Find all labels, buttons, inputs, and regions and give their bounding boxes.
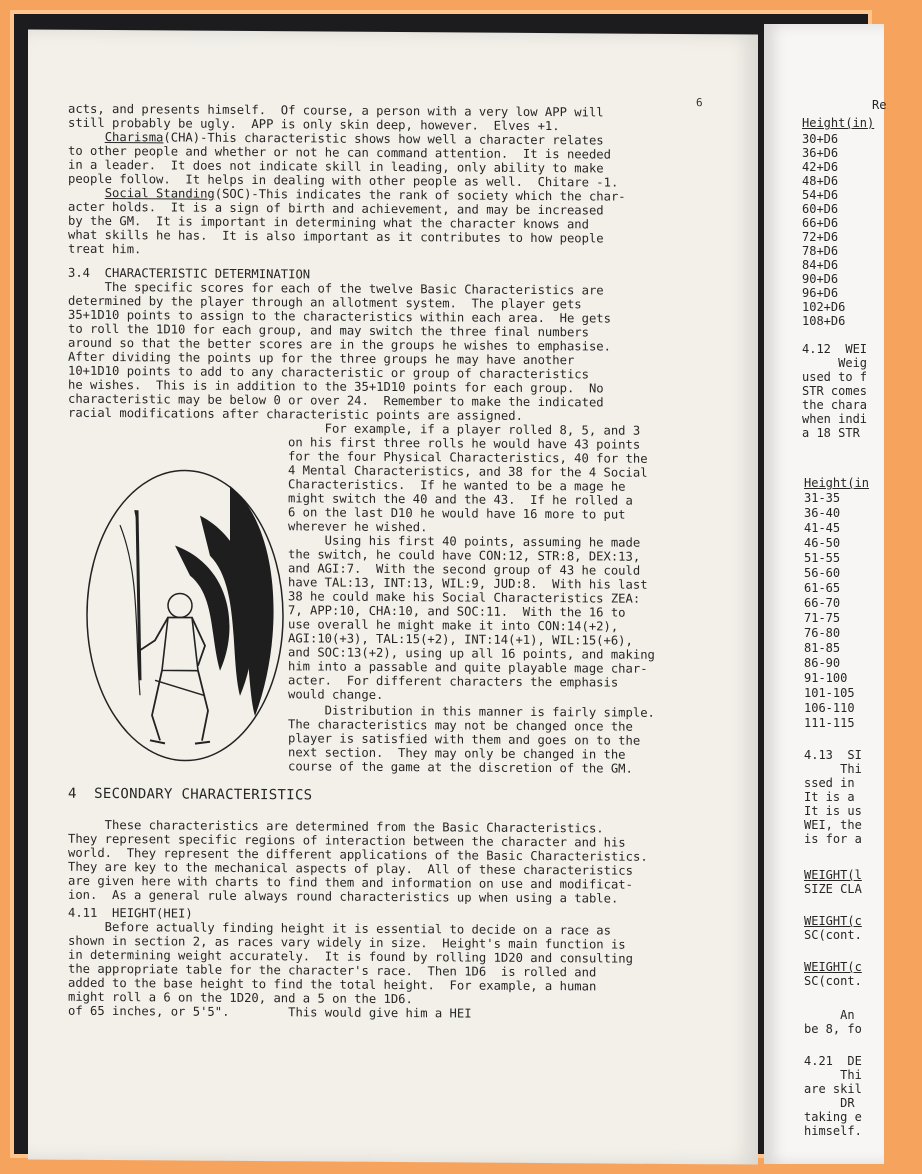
body-line: around so that the better scores are in the groups he wishes to emphasise.: [68, 335, 611, 354]
table-cell: 86-90: [804, 656, 841, 670]
charisma-term: Charisma: [104, 129, 164, 145]
table-cell: 61-65: [804, 581, 841, 595]
right-book-page: [764, 24, 887, 1164]
de-line: himself.: [804, 1124, 862, 1138]
table-cell: 46-50: [804, 536, 841, 550]
left-book-page: [28, 29, 758, 1164]
table-cell: 91-100: [804, 671, 848, 685]
table-cell: 90+D6: [802, 272, 839, 286]
wrap-line: use overall he might make it into CON:14(+2),: [288, 617, 619, 634]
de-line: DR: [804, 1096, 855, 1110]
wrap-line: and SOC:13(+2), using up all 16 points, and making: [288, 645, 655, 662]
table-cell: 101-105: [804, 686, 855, 700]
si-line: It is a: [804, 790, 855, 804]
body-line: After dividing the points up for the three groups he may have another: [68, 349, 575, 368]
body-line: They represent specific regions of interaction between the character and his: [68, 831, 626, 850]
weight-row-b: SC(cont.: [804, 928, 862, 942]
table-cell: 111-115: [804, 716, 855, 730]
wrap-line: on his first three rolls he would have 43 points: [288, 435, 641, 452]
table-cell: 106-110: [804, 701, 855, 715]
table-cell: 30+D6: [802, 132, 839, 146]
table-cell: 66-70: [804, 596, 841, 610]
body-line: These characteristics are determined from the Basic Characteristics.: [68, 817, 604, 836]
table-cell: 60+D6: [802, 202, 839, 216]
si-line: is for a: [804, 832, 862, 846]
table-cell: 96+D6: [802, 286, 839, 300]
page-number: 6: [696, 96, 703, 110]
sash: [155, 680, 205, 695]
samurai-feet: [150, 740, 210, 743]
table-cell: 42+D6: [802, 160, 839, 174]
table-cell: 76-80: [804, 626, 841, 640]
weight-row-a: WEIGHT(c: [804, 960, 862, 974]
wrap-line: for the four Physical Characteristics, 40 for the: [288, 449, 648, 466]
section-3-4-heading: 3.4 CHARACTERISTIC DETERMINATION: [68, 265, 311, 282]
wrap-line: the switch, he could have CON:12, STR:8, DEX:13,: [288, 547, 641, 564]
table-header-cut: Re: [872, 98, 887, 112]
wei-line: a 18 STR: [802, 426, 860, 440]
body-line: characteristic may be below 0 or over 24. Remember to make the indicated: [68, 391, 604, 410]
table-cell: 51-55: [804, 551, 841, 565]
table-cell: 81-85: [804, 641, 841, 655]
left-page-text: [68, 90, 708, 1021]
body-line: 10+1D10 points to add to any characteristic or group of characteristics: [68, 363, 589, 382]
table-cell: 84+D6: [802, 258, 839, 272]
si-line: ssed in: [804, 776, 855, 790]
table-cell: 54+D6: [802, 188, 839, 202]
body-line: Before actually finding height it is essential to decide on a race as: [68, 919, 611, 938]
wrap-line: course of the game at the discretion of the GM.: [288, 759, 633, 776]
body-line: of 65 inches, or 5'5". This would give him a HEI: [68, 1003, 472, 1021]
table-cell: 71-75: [804, 611, 841, 625]
social-desc: (SOC)-This indicates the rank of society which the char-: [214, 186, 626, 204]
charisma-desc: (CHA)-This characteristic shows how well a character relates: [163, 130, 604, 148]
table-cell: 48+D6: [802, 174, 839, 188]
wei-line: Weig: [802, 356, 868, 370]
table-header: Height(in): [802, 116, 875, 130]
wrap-line: Using his first 40 points, assuming he made: [288, 533, 641, 550]
table-cell: 31-35: [804, 491, 841, 505]
intro-line: treat him.: [68, 241, 142, 257]
table-cell: 56-60: [804, 566, 841, 580]
body-line: to roll the 1D10 for each group, and may switch the three final numbers: [68, 321, 589, 340]
body-line: They are key to the mechanical aspects of play. All of these characteristics: [68, 859, 633, 878]
samurai-head: [168, 593, 192, 617]
body-line: determined by the player through an allotment system. The player gets: [68, 293, 582, 312]
intro-line: acts, and presents himself. Of course, a person with a very low APP will: [68, 101, 604, 120]
wrap-line: For example, if a player rolled 8, 5, and 3: [288, 421, 641, 438]
wei-line: the chara: [802, 398, 868, 412]
wrap-line: player is satisfied with them and goes on to the: [288, 731, 641, 748]
wrap-line: Characteristics. If he wanted to be a mage he: [288, 477, 626, 494]
wei-line: used to f: [802, 370, 868, 384]
body-line: ion. As a general rule always round characteristics up when using a table.: [68, 887, 619, 906]
wrap-line: next section. They may only be changed in the: [288, 745, 626, 762]
de-line: Thi: [804, 1068, 862, 1082]
wrap-line: acter. For different characters the emphasis: [288, 673, 619, 690]
samurai-legs: [152, 670, 208, 740]
wrap-line: wherever he wished.: [288, 519, 428, 535]
de-line: taking e: [804, 1110, 862, 1124]
de-line: are skil: [804, 1082, 862, 1096]
table-cell: 66+D6: [802, 216, 839, 230]
intro-line: what skills he has. It is also important as it contributes to how people: [68, 227, 604, 246]
wrap-line: AGI:10(+3), TAL:15(+2), INT:14(+1), WIL:15(+6),: [288, 631, 633, 648]
wrap-line: have TAL:13, INT:13, WIL:9, JUD:8. With his last: [288, 575, 648, 592]
wrap-line: might switch the 40 and the 43. If he rolled a: [288, 491, 633, 508]
table-cell: 72+D6: [802, 230, 839, 244]
weight-row-a: WEIGHT(c: [804, 914, 862, 928]
si-line: 4.13 SI: [804, 748, 862, 762]
samurai-illustration: [80, 465, 290, 771]
body-line: The specific scores for each of the twelve Basic Characteristics are: [68, 279, 604, 298]
intro-line: by the GM. It is important in determining what the character knows and: [68, 213, 589, 232]
si-line: It is us: [804, 804, 862, 818]
wrap-line: 38 he could make his Social Characteristics ZEA:: [288, 589, 641, 606]
table-cell: 36-40: [804, 506, 841, 520]
wrap-line: would change.: [288, 687, 384, 702]
social-term: Social Standing: [104, 185, 215, 201]
wrap-line: 7, APP:10, CHA:10, and SOC:11. With the 16 to: [288, 603, 626, 620]
table-header: Height(in: [804, 476, 870, 490]
wei-line: 4.12 WEI: [802, 342, 868, 356]
an-line: An: [804, 1008, 855, 1022]
wrap-line: and AGI:7. With the second group of 43 he could: [288, 561, 641, 578]
intro-line: to other people and whether or not he can command attention. It is needed: [68, 143, 611, 162]
wei-line: STR comes: [802, 384, 868, 398]
table-cell: 36+D6: [802, 146, 839, 160]
weight-row-b: SIZE CLA: [804, 882, 862, 896]
table-cell: 102+D6: [802, 300, 846, 314]
body-line: added to the base height to find the total height. For example, a human: [68, 975, 597, 994]
wrap-line: Distribution in this manner is fairly simple.: [288, 703, 655, 720]
section-4-heading: 4 SECONDARY CHARACTERISTICS: [68, 785, 313, 804]
table-cell: 108+D6: [802, 314, 846, 328]
wei-line: when indi: [802, 412, 868, 426]
wrap-line: The characteristics may not be changed once the: [288, 717, 633, 734]
body-line: world. They represent the different applications of the Basic Characteristics.: [68, 845, 648, 864]
si-line: Thi: [804, 762, 862, 776]
si-line: WEI, the: [804, 818, 862, 832]
intro-line: in a leader. It does not indicate skill in leading, only ability to make: [68, 157, 604, 176]
body-line: are given here with charts to find them and information on use and modificat-: [68, 873, 633, 892]
section-4-11-heading: 4.11 HEIGHT(HEI): [68, 905, 193, 921]
an-line: be 8, fo: [804, 1022, 862, 1036]
intro-line: acter holds. It is a sign of birth and achievement, and may be increased: [68, 199, 604, 218]
weight-row-b: SC(cont.: [804, 974, 862, 988]
samurai-torso: [162, 617, 198, 670]
body-line: racial modifications after characteristic points are assigned.: [68, 405, 523, 423]
photo-frame: [10, 10, 887, 1158]
body-line: 35+1D10 points to assign to the characteristics within each area. He gets: [68, 307, 611, 326]
body-line: might roll a 6 on the 1D20, and a 5 on the 1D6.: [68, 989, 413, 1007]
intro-line: still probably be ugly. APP is only skin deep, however. Elves +1.: [68, 115, 560, 134]
intro-line: people follow. It helps in dealing with other people as well. Chitare -1.: [68, 171, 619, 190]
weight-row-a: WEIGHT(l: [804, 868, 862, 882]
de-line: 4.21 DE: [804, 1054, 862, 1068]
body-line: in determining weight accurately. It is found by rolling 1D20 and consulting: [68, 947, 633, 966]
wrap-line: him into a passable and quite playable mage char-: [288, 659, 648, 676]
body-line: shown in section 2, as races vary widely in size. Height's main function is: [68, 933, 626, 952]
body-line: he wishes. This is in addition to the 35+1D10 points for each group. No: [68, 377, 604, 396]
body-line: the appropriate table for the character's race. Then 1D6 is rolled and: [68, 961, 597, 980]
table-cell: 78+D6: [802, 244, 839, 258]
wrap-line: 6 on the last D10 he would have 16 more to put: [288, 505, 626, 522]
table-cell: 41-45: [804, 521, 841, 535]
wrap-line: 4 Mental Characteristics, and 38 for the 4 Social: [288, 463, 648, 480]
